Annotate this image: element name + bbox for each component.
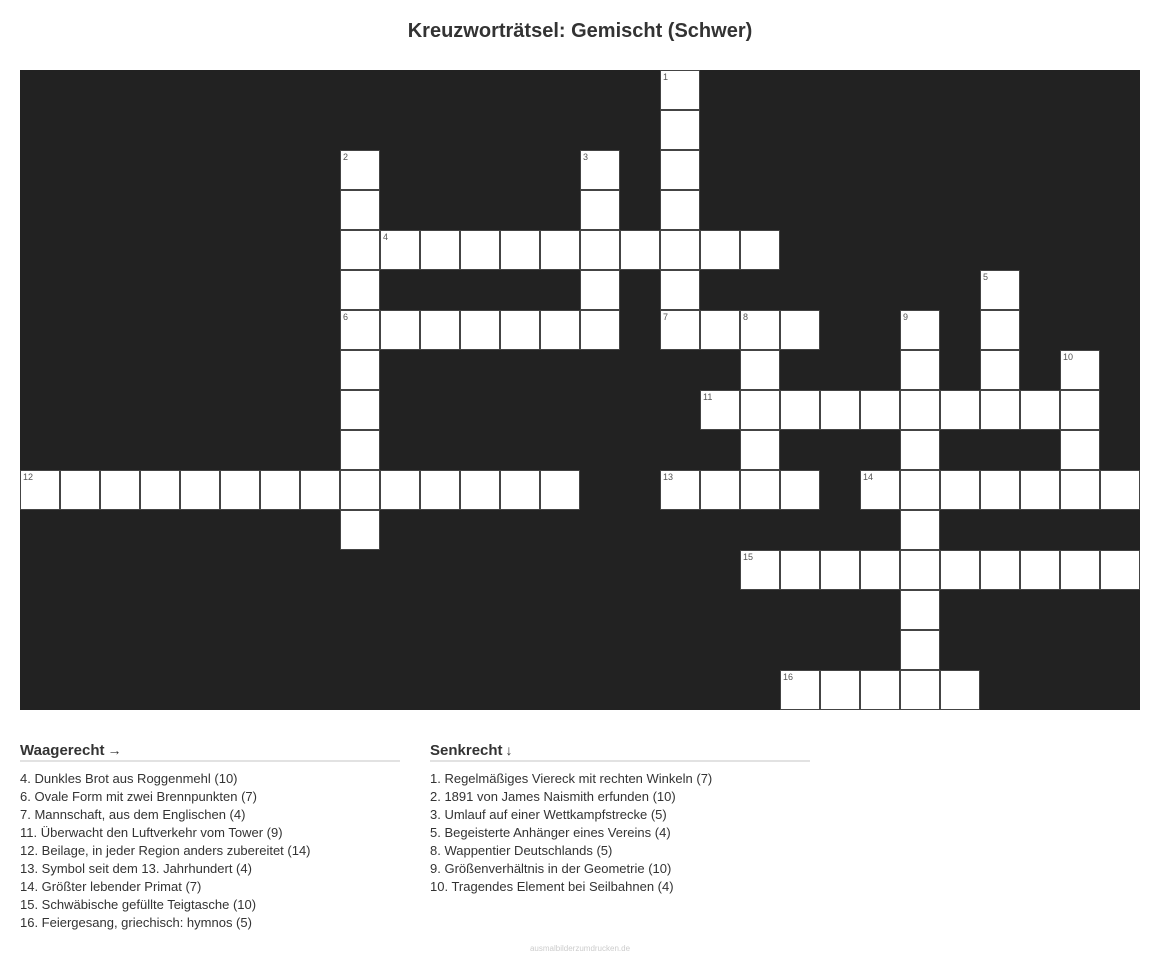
crossword-cell[interactable] [580, 310, 620, 350]
crossword-cell[interactable] [420, 470, 460, 510]
cell-number: 6 [343, 312, 349, 322]
crossword-cell[interactable] [780, 470, 820, 510]
crossword-cell[interactable] [780, 310, 820, 350]
crossword-cell[interactable] [940, 550, 980, 590]
crossword-cell[interactable] [900, 470, 940, 510]
cell-number: 7 [663, 312, 669, 322]
crossword-cell[interactable] [420, 310, 460, 350]
crossword-cell[interactable] [460, 230, 500, 270]
clues-across-section [20, 740, 400, 932]
crossword-cell[interactable] [1100, 550, 1140, 590]
crossword-cell[interactable] [900, 590, 940, 630]
crossword-cell[interactable] [740, 390, 780, 430]
crossword-cell[interactable] [900, 630, 940, 670]
clues-across-heading [20, 740, 400, 762]
crossword-cell[interactable] [580, 150, 620, 190]
down-clue: 8. Wappentier Deutschlands (5) [430, 843, 613, 858]
clues-down-title: Senkrecht [430, 742, 503, 759]
crossword-cell[interactable] [500, 470, 540, 510]
crossword-cell[interactable] [660, 270, 700, 310]
clues-down-heading [430, 740, 810, 762]
cell-number: 13 [663, 472, 674, 482]
crossword-cell[interactable] [940, 390, 980, 430]
crossword-cell[interactable] [580, 230, 620, 270]
cell-number: 8 [743, 312, 749, 322]
down-clue: 5. Begeisterte Anhänger eines Vereins (4) [430, 825, 671, 840]
cell-number: 1 [663, 72, 669, 82]
crossword-cell[interactable] [940, 470, 980, 510]
crossword-cell[interactable] [980, 470, 1020, 510]
crossword-cell[interactable] [340, 150, 380, 190]
across-clue: 11. Überwacht den Luftverkehr vom Tower (9) [20, 825, 283, 840]
crossword-cell[interactable] [180, 470, 220, 510]
across-clue: 16. Feiergesang, griechisch: hymnos (5) [20, 915, 252, 930]
crossword-cell[interactable] [340, 510, 380, 550]
crossword-cell[interactable] [340, 190, 380, 230]
arrow-down-icon: ↓ [505, 742, 513, 758]
page-title: Kreuzworträtsel: Gemischt (Schwer) [407, 20, 753, 42]
crossword-cell[interactable] [340, 390, 380, 430]
crossword-cell[interactable] [900, 550, 940, 590]
crossword-cell[interactable] [380, 310, 420, 350]
cell-number: 5 [983, 272, 989, 282]
crossword-cell[interactable] [860, 470, 900, 510]
crossword-cell[interactable] [660, 70, 700, 110]
crossword-cell[interactable] [540, 470, 580, 510]
crossword-cell[interactable] [340, 470, 380, 510]
crossword-cell[interactable] [1060, 390, 1100, 430]
crossword-cell[interactable] [100, 470, 140, 510]
cell-number: 11 [703, 392, 713, 402]
across-clue: 7. Mannschaft, aus dem Englischen (4) [20, 807, 246, 822]
crossword-cell[interactable] [1020, 550, 1060, 590]
crossword-cell[interactable] [340, 310, 380, 350]
crossword-cell[interactable] [740, 470, 780, 510]
crossword-cell[interactable] [900, 350, 940, 390]
crossword-cell[interactable] [220, 470, 260, 510]
down-clue: 1. Regelmäßiges Viereck mit rechten Winkeln (7) [430, 771, 713, 786]
down-clue: 2. 1891 von James Naismith erfunden (10) [430, 789, 676, 804]
crossword-cell[interactable] [700, 310, 740, 350]
footer-credit: ausmalbilderzumdrucken.de [529, 944, 631, 953]
cell-number: 16 [783, 672, 794, 682]
crossword-cell[interactable] [1060, 430, 1100, 470]
crossword-cell[interactable] [580, 270, 620, 310]
crossword-cell[interactable] [660, 310, 700, 350]
cell-number: 15 [743, 552, 754, 562]
across-clue: 15. Schwäbische gefüllte Teigtasche (10) [20, 897, 257, 912]
crossword-cell[interactable] [660, 150, 700, 190]
crossword-cell[interactable] [660, 190, 700, 230]
crossword-cell[interactable] [980, 310, 1020, 350]
down-clue: 10. Tragendes Element bei Seilbahnen (4) [430, 879, 674, 894]
crossword-cell[interactable] [540, 230, 580, 270]
crossword-cell[interactable] [900, 430, 940, 470]
cell-number: 9 [903, 312, 909, 322]
down-clue: 9. Größenverhältnis in der Geometrie (10) [430, 861, 672, 876]
crossword-cell[interactable] [500, 230, 540, 270]
crossword-cell[interactable] [660, 470, 700, 510]
cell-number: 4 [383, 232, 389, 242]
clues-across-title: Waagerecht [20, 742, 105, 759]
crossword-cell[interactable] [900, 310, 940, 350]
across-clue: 13. Symbol seit dem 13. Jahrhundert (4) [20, 861, 252, 876]
crossword-cell[interactable] [780, 670, 820, 710]
crossword-cell[interactable] [380, 470, 420, 510]
arrow-right-icon: → [107, 742, 122, 758]
crossword-cell[interactable] [340, 270, 380, 310]
crossword-cell[interactable] [820, 390, 860, 430]
crossword-cell[interactable] [620, 230, 660, 270]
crossword-cell[interactable] [780, 390, 820, 430]
crossword-cell[interactable] [500, 310, 540, 350]
crossword-cell[interactable] [820, 550, 860, 590]
cell-number: 14 [863, 472, 874, 482]
crossword-cell[interactable] [1020, 470, 1060, 510]
crossword-cell[interactable] [1100, 470, 1140, 510]
crossword-cell[interactable] [60, 470, 100, 510]
crossword-cell[interactable] [700, 470, 740, 510]
crossword-cell[interactable] [740, 310, 780, 350]
crossword-cell[interactable] [860, 390, 900, 430]
crossword-cell[interactable] [140, 470, 180, 510]
crossword-cell[interactable] [1020, 390, 1060, 430]
crossword-cell[interactable] [740, 350, 780, 390]
crossword-cell[interactable] [740, 550, 780, 590]
crossword-cell[interactable] [340, 350, 380, 390]
across-clue: 6. Ovale Form mit zwei Brennpunkten (7) [20, 789, 257, 804]
crossword-cell[interactable] [420, 230, 460, 270]
cell-number: 3 [583, 152, 589, 162]
clues-down-list [430, 770, 810, 896]
crossword-grid [20, 70, 1140, 710]
crossword-cell[interactable] [20, 470, 60, 510]
crossword-cell[interactable] [900, 510, 940, 550]
crossword-cell[interactable] [580, 190, 620, 230]
clues-across-list [20, 770, 400, 932]
crossword-cell[interactable] [980, 270, 1020, 310]
cell-number: 10 [1063, 352, 1074, 362]
crossword-cell[interactable] [540, 310, 580, 350]
crossword-cell[interactable] [340, 430, 380, 470]
crossword-cell[interactable] [860, 550, 900, 590]
clues-down-section [430, 740, 810, 896]
crossword-cell[interactable] [980, 390, 1020, 430]
crossword-cell[interactable] [780, 550, 820, 590]
crossword-cell[interactable] [660, 110, 700, 150]
crossword-cell[interactable] [460, 310, 500, 350]
crossword-cell[interactable] [980, 350, 1020, 390]
crossword-cell[interactable] [460, 470, 500, 510]
across-clue: 12. Beilage, in jeder Region anders zubereitet (14) [20, 843, 311, 858]
crossword-cell[interactable] [380, 230, 420, 270]
crossword-cell[interactable] [340, 230, 380, 270]
across-clue: 4. Dunkles Brot aus Roggenmehl (10) [20, 771, 238, 786]
across-clue: 14. Größter lebender Primat (7) [20, 879, 202, 894]
crossword-cell[interactable] [1060, 350, 1100, 390]
crossword-cell[interactable] [260, 470, 300, 510]
crossword-cell[interactable] [300, 470, 340, 510]
crossword-cell[interactable] [700, 230, 740, 270]
crossword-cell[interactable] [900, 670, 940, 710]
crossword-cell[interactable] [1060, 550, 1100, 590]
crossword-cell[interactable] [740, 230, 780, 270]
crossword-cell[interactable] [980, 550, 1020, 590]
crossword-cell[interactable] [1060, 470, 1100, 510]
crossword-cell[interactable] [740, 430, 780, 470]
cell-number: 12 [23, 472, 34, 482]
down-clue: 3. Umlauf auf einer Wettkampfstrecke (5) [430, 807, 667, 822]
crossword-cell[interactable] [900, 390, 940, 430]
crossword-cell[interactable] [820, 670, 860, 710]
crossword-cell[interactable] [860, 670, 900, 710]
crossword-cell[interactable] [700, 390, 740, 430]
crossword-cell[interactable] [660, 230, 700, 270]
cell-number: 2 [343, 152, 349, 162]
crossword-cell[interactable] [940, 670, 980, 710]
